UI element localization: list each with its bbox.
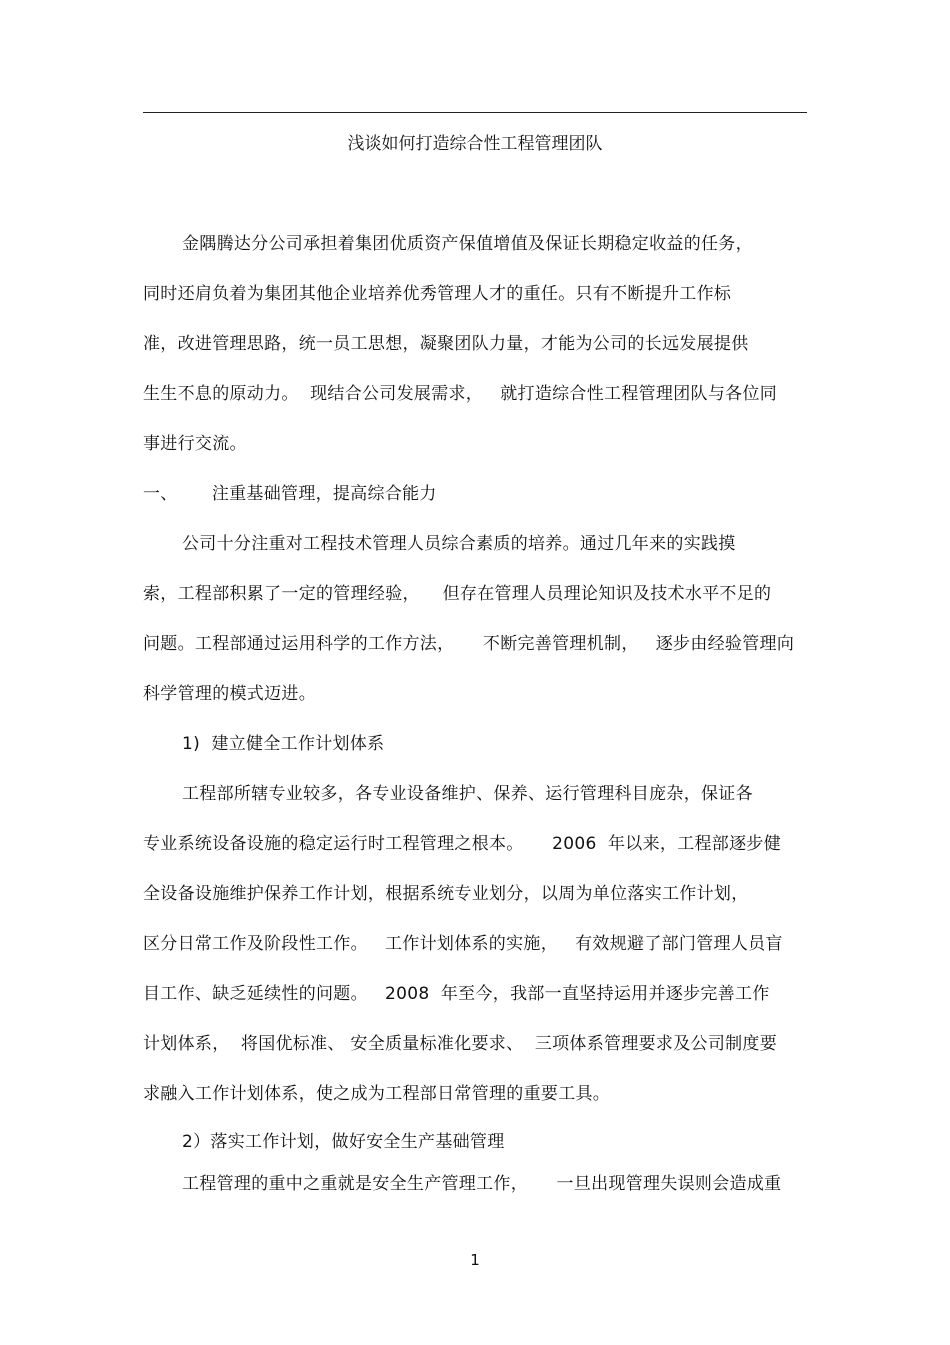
text-line: 事进行交流。 bbox=[143, 434, 247, 454]
text-line: 工程部所辖专业较多，各专业设备维护、保养、运行管理科目庞杂，保证各 bbox=[182, 784, 753, 804]
text-line: 公司十分注重对工程技术管理人员综合素质的培养。通过几年来的实践摸 bbox=[182, 534, 736, 554]
text-line: 计划体系， 将国优标准、 安全质量标准化要求、 三项体系管理要求及公司制度要 bbox=[143, 1034, 778, 1054]
text-line: 工程管理的重中之重就是安全生产管理工作， 一旦出现管理失误则会造成重 bbox=[182, 1174, 782, 1194]
header-rule bbox=[143, 112, 807, 113]
subsection-heading: 2）落实工作计划，做好安全生产基础管理 bbox=[182, 1132, 505, 1152]
text-line: 准，改进管理思路，统一员工思想，凝聚团队力量，才能为公司的长远发展提供 bbox=[143, 334, 749, 354]
document-title: 浅谈如何打造综合性工程管理团队 bbox=[347, 134, 603, 154]
text-line: 全设备设施维护保养工作计划，根据系统专业划分，以周为单位落实工作计划， bbox=[143, 884, 749, 904]
text-line: 索，工程部积累了一定的管理经验， 但存在管理人员理论知识及技术水平不足的 bbox=[143, 584, 772, 604]
page-number: 1 bbox=[470, 1251, 480, 1269]
text-line: 科学管理的模式迈进。 bbox=[143, 684, 316, 704]
text-line: 目工作、缺乏延续性的问题。 2008 年至今，我部一直坚持运用并逐步完善工作 bbox=[143, 984, 770, 1004]
text-line: 同时还肩负着为集团其他企业培养优秀管理人才的重任。只有不断提升工作标 bbox=[143, 284, 732, 304]
section-heading: 一、 注重基础管理，提高综合能力 bbox=[143, 484, 437, 504]
text-line: 专业系统设备设施的稳定运行时工程管理之根本。 2006 年以来，工程部逐步健 bbox=[143, 834, 781, 854]
text-line: 金隅腾达分公司承担着集团优质资产保值增值及保证长期稳定收益的任务， bbox=[182, 234, 753, 254]
text-line: 生生不息的原动力。 现结合公司发展需求， 就打造综合性工程管理团队与各位同 bbox=[143, 384, 778, 404]
text-line: 区分日常工作及阶段性工作。 工作计划体系的实施， 有效规避了部门管理人员盲 bbox=[143, 934, 783, 954]
subsection-heading: 1) 建立健全工作计划体系 bbox=[182, 734, 385, 754]
text-line: 求融入工作计划体系，使之成为工程部日常管理的重要工具。 bbox=[143, 1084, 611, 1104]
text-line: 问题。工程部通过运用科学的工作方法， 不断完善管理机制， 逐步由经验管理向 bbox=[143, 634, 795, 654]
